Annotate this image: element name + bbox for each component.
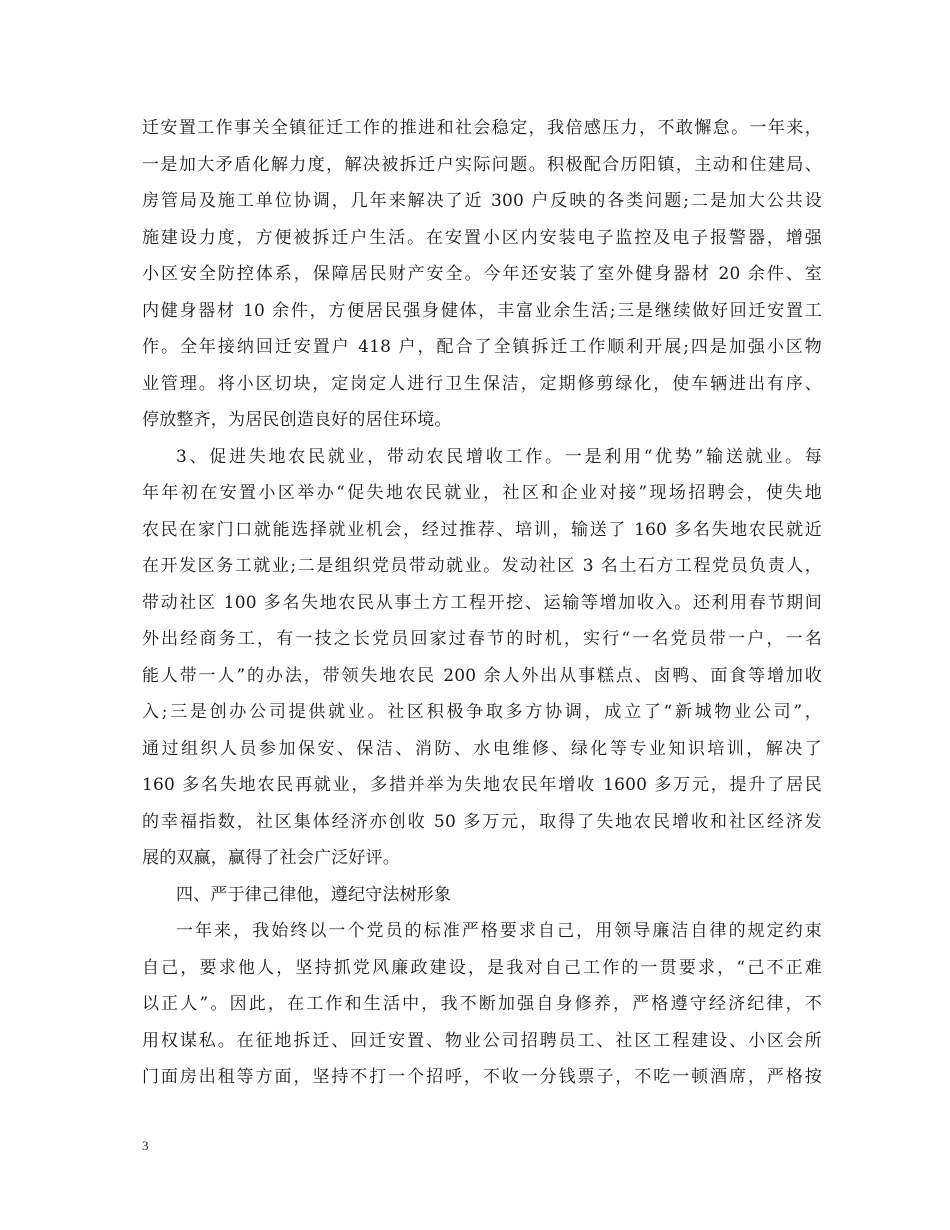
text-line: 作。全年接纳回迁安置户 418 户，配合了全镇拆迁工作顺利开展;四是加强小区物	[142, 337, 822, 357]
section-3-heading-line: 3、促进失地农民就业，带动农民增收工作。一是利用“优势”输送就业。每	[176, 446, 822, 467]
text-line: 在开发区务工就业;二是组织党员带动就业。发动社区 3 名土石方工程党员负责人，	[142, 556, 822, 576]
text-line: 一是加大矛盾化解力度，解决被拆迁户实际问题。积极配合历阳镇，主动和住建局、	[142, 154, 822, 175]
text-line: 外出经商务工，有一技之长党员回家过春节的时机，实行“一名党员带一户，一名	[142, 629, 822, 649]
text-line: 农民在家门口就能选择就业机会，经过推荐、培训，输送了 160 多名失地农民就近	[142, 519, 822, 540]
text-line: 以正人”。因此，在工作和生活中，我不断加强自身修养，严格遵守经济纪律，不	[142, 994, 822, 1014]
text-line: 迁安置工作事关全镇征迁工作的推进和社会稳定，我倍感压力，不敢懈怠。一年来，	[142, 118, 822, 138]
page-number: 3	[142, 1138, 149, 1153]
paragraph-first-line: 一年来，我始终以一个党员的标准严格要求自己，用领导廉洁自律的规定约束	[176, 921, 822, 941]
text-line: 用权谋私。在征地拆迁、回迁安置、物业公司招聘员工、社区工程建设、小区会所	[142, 1030, 822, 1051]
text-line: 160 多名失地农民再就业，多措并举为失地农民年增收 1600 多万元，提升了居民	[142, 775, 822, 795]
text-line: 业管理。将小区切块，定岗定人进行卫生保洁，定期修剪绿化，使车辆进出有序、	[142, 373, 822, 394]
text-line: 小区安全防控体系，保障居民财产安全。今年还安装了室外健身器材 20 余件、室	[142, 264, 822, 284]
text-line: 停放整齐，为居民创造良好的居住环境。	[142, 410, 452, 430]
text-line: 内健身器材 10 余件，方便居民强身健体，丰富业余生活;三是继续做好回迁安置工	[142, 300, 822, 321]
text-line: 能人带一人”的办法，带领失地农民 200 余人外出从事糕点、卤鸭、面食等增加收	[142, 665, 822, 686]
text-line: 门面房出租等方面，坚持不打一个招呼，不收一分钱票子，不吃一顿酒席，严格按	[142, 1067, 822, 1087]
text-line: 施建设力度，方便被拆迁户生活。在安置小区内安装电子监控及电子报警器，增强	[142, 227, 822, 248]
section-4-heading: 四、严于律己律他，遵纪守法树形象	[176, 884, 452, 905]
text-line: 展的双赢，赢得了社会广泛好评。	[142, 848, 400, 868]
text-line: 带动社区 100 多名失地农民从事土方工程开挖、运输等增加收入。还利用春节期间	[142, 592, 822, 613]
text-line: 房管局及施工单位协调，几年来解决了近 300 户反映的各类问题;二是加大公共设	[142, 191, 822, 211]
text-line: 年年初在安置小区举办“促失地农民就业，社区和企业对接”现场招聘会，使失地	[142, 483, 822, 503]
text-line: 的幸福指数，社区集体经济亦创收 50 多万元，取得了失地农民增收和社区经济发	[142, 811, 822, 832]
body-text	[142, 110, 822, 1096]
text-line: 通过组织人员参加保安、保洁、消防、水电维修、绿化等专业知识培训，解决了	[142, 738, 822, 759]
text-line: 自己，要求他人，坚持抓党风廉政建设，是我对自己工作的一贯要求，“己不正难	[142, 957, 822, 978]
text-line: 入;三是创办公司提供就业。社区积极争取多方协调，成立了“新城物业公司”，	[142, 702, 822, 722]
